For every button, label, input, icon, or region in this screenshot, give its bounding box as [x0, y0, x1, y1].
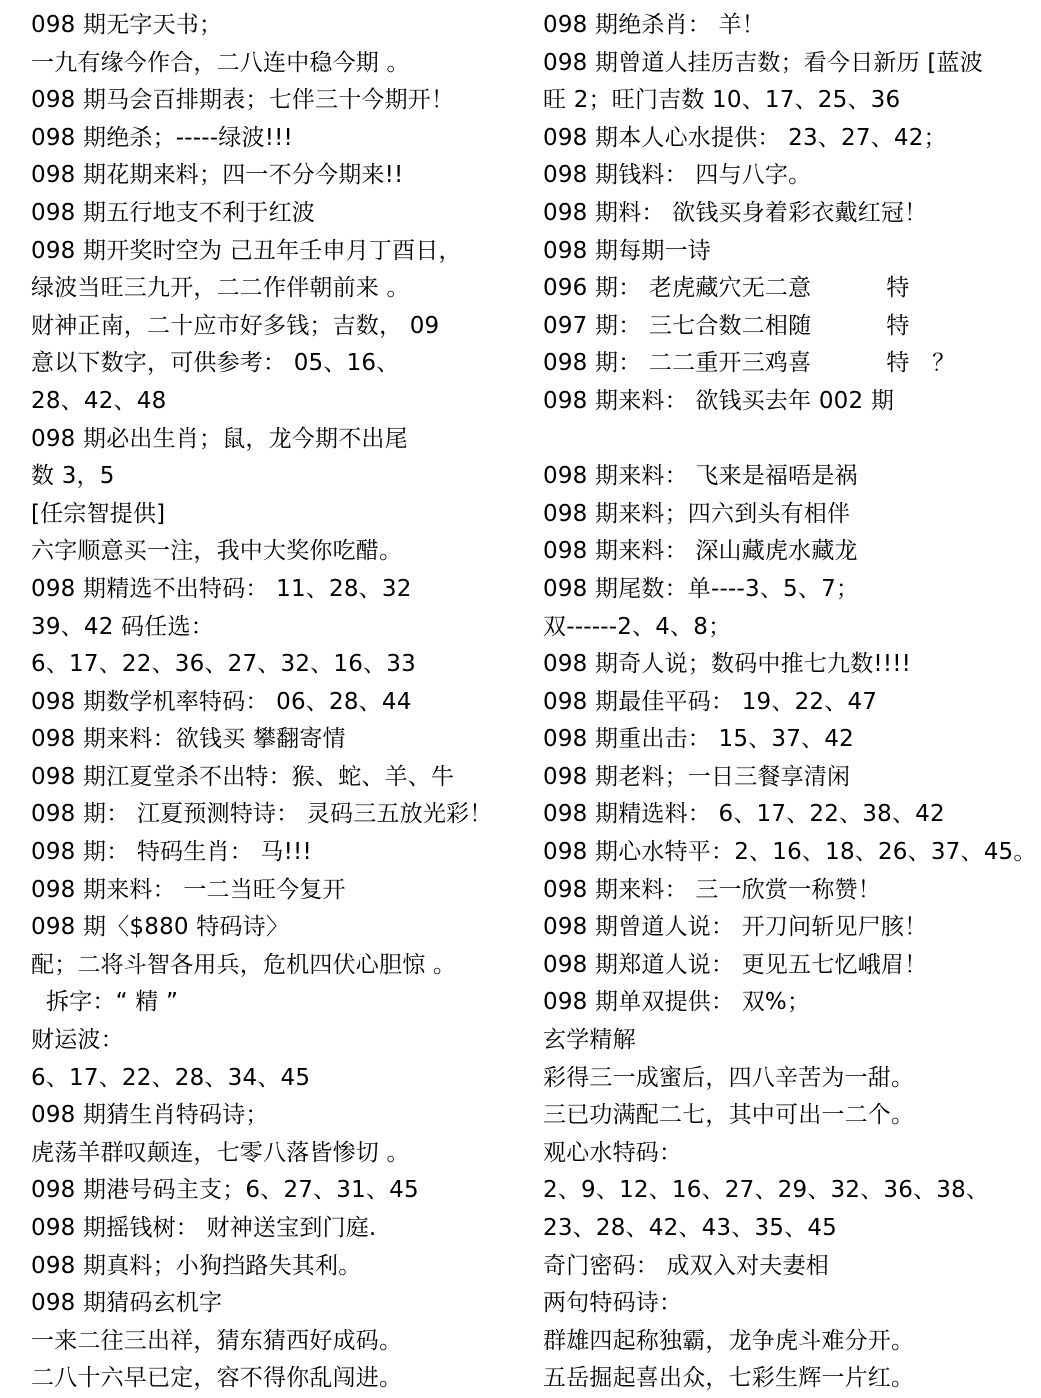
text-line: 098 期： 特码生肖： 马!!!	[31, 839, 312, 866]
text-line: 098 期来料： 一二当旺今复开	[31, 876, 346, 903]
text-line: 财运波：	[31, 1027, 124, 1054]
text-line: 28、42、48	[31, 387, 167, 414]
text-line: 2、9、12、16、27、29、32、36、38、	[543, 1177, 990, 1204]
text-line: 098 期来料；四六到头有相伴	[543, 500, 851, 527]
text-line: 三已功满配二七，其中可出一二个。	[543, 1102, 915, 1129]
text-line: 098 期： 江夏预测特诗： 灵码三五放光彩！	[31, 801, 493, 828]
text-line: 098 期港号码主支；6、27、31、45	[31, 1177, 419, 1204]
text-line: 098 期来料： 飞来是福唔是祸	[543, 463, 858, 490]
text-line: 098 期必出生肖；鼠，龙今期不出尾	[31, 425, 408, 452]
text-line: 彩得三一成蜜后，四八辛苦为一甜。	[543, 1064, 915, 1091]
text-line: 098 期料： 欲钱买身着彩衣戴红冠！	[543, 199, 928, 226]
text-line: 098 期〈$880 特码诗〉	[31, 914, 290, 941]
text-line: 098 期开奖时空为 己丑年壬申月丁酉日，	[31, 237, 462, 264]
text-line: 旺 2；旺门吉数 10、17、25、36	[543, 87, 901, 114]
text-line: 二八十六早已定，容不得你乱闯进。	[31, 1365, 403, 1392]
text-line: 一来二往三出祥，猜东猜西好成码。	[31, 1327, 403, 1354]
text-line: 两句特码诗：	[543, 1290, 683, 1317]
text-line: 意以下数字，可供参考： 05、16、	[31, 350, 400, 377]
text-line: 群雄四起称独霸，龙争虎斗难分开。	[543, 1327, 915, 1354]
text-line: 098 期钱料： 四与八字。	[543, 162, 812, 189]
text-line: 098 期本人心水提供： 23、27、42；	[543, 124, 947, 151]
text-line: 098 期摇钱树： 财神送宝到门庭.	[31, 1215, 377, 1241]
text-line: 098 期五行地支不利于红波	[31, 199, 316, 226]
text-line: 098 期曾道人说： 开刀问斩见尸胲！	[543, 914, 928, 941]
text-line: 098 期江夏堂杀不出特：猴、蛇、羊、牛	[31, 763, 455, 790]
text-line: 098 期重出击： 15、37、42	[543, 726, 854, 753]
text-line: 098 期奇人说；数码中推七九数!!!!	[543, 651, 912, 678]
text-line: 096 期： 老虎藏穴无二意 特	[543, 275, 910, 302]
text-line: 绿波当旺三九开，二二作伴朝前来 。	[31, 275, 410, 302]
text-line: 39、42 码任选：	[31, 613, 214, 640]
text-line: 098 期无字天书；	[31, 12, 223, 38]
text-line: 23、28、42、43、35、45	[543, 1215, 837, 1241]
text-line: 098 期心水特平：2、16、18、26、37、45。	[543, 839, 1037, 866]
text-line: 098 期每期一诗	[543, 237, 712, 264]
text-line: 观心水特码：	[543, 1139, 683, 1166]
right-column	[543, 7, 1037, 1398]
text-line: 098 期花期来料；四一不分今期来!!	[31, 162, 404, 189]
text-line: 098 期真料；小狗挡路失其利。	[31, 1252, 362, 1279]
text-line: 098 期曾道人挂历吉数；看今日新历 [蓝波	[543, 49, 983, 76]
text-line: 拆字：“ 精 ”	[31, 989, 179, 1016]
text-line: [任宗智提供]	[31, 500, 166, 527]
text-line: 098 期最佳平码： 19、22、47	[543, 688, 878, 715]
text-line: 098 期绝杀；-----绿波!!!	[31, 124, 293, 151]
text-line: 数 3，5	[31, 463, 115, 490]
text-line: 098 期猜码玄机字	[31, 1290, 223, 1317]
text-line: 财神正南，二十应市好多钱；吉数， 09	[31, 312, 440, 339]
text-line: 097 期： 三七合数二相随 特	[543, 312, 910, 339]
text-line: 098 期郑道人说： 更见五七忆峨眉！	[543, 951, 928, 978]
text-line: 098 期马会百排期表；七伴三十今期开！	[31, 87, 455, 114]
text-line: 098 期单双提供： 双%；	[543, 989, 811, 1016]
text-line	[543, 421, 1033, 459]
text-line: 五岳掘起喜出众，七彩生辉一片红。	[543, 1365, 915, 1392]
text-line: 098 期来料： 三一欣赏一称赞！	[543, 876, 881, 903]
text-line: 098 期来料：欲钱买 攀翻寄情	[31, 726, 346, 753]
text-line: 玄学精解	[543, 1027, 636, 1054]
text-line: 六字顺意买一注，我中大奖你吃醋。	[31, 538, 403, 565]
left-column	[31, 7, 526, 1398]
text-line: 098 期数学机率特码： 06、28、44	[31, 688, 412, 715]
text-line: 6、17、22、28、34、45	[31, 1064, 311, 1091]
text-line: 098 期来料： 深山藏虎水藏龙	[543, 538, 858, 565]
text-line: 配；二将斗智各用兵，危机四伏心胆惊 。	[31, 951, 457, 978]
text-line: 098 期老料；一日三餐享清闲	[543, 763, 851, 790]
text-line: 6、17、22、36、27、32、16、33	[31, 651, 416, 678]
text-line: 虎荡羊群叹颠连，七零八落皆惨切 。	[31, 1139, 410, 1166]
text-line: 098 期： 二二重开三鸡喜 特 ？	[543, 350, 956, 377]
text-line: 098 期猜生肖特码诗；	[31, 1102, 269, 1129]
text-line: 098 期尾数：单----3、5、7；	[543, 575, 860, 602]
text-line: 双------2、4、8；	[543, 613, 732, 640]
text-line: 一九有缘今作合，二八连中稳今期 。	[31, 49, 410, 76]
text-line: 098 期绝杀肖： 羊！	[543, 12, 765, 38]
text-line: 098 期精选不出特码： 11、28、32	[31, 575, 412, 602]
text-line: 098 期精选料： 6、17、22、38、42	[543, 801, 945, 828]
text-line: 098 期来料： 欲钱买去年 002 期	[543, 387, 895, 414]
text-line: 奇门密码： 成双入对夫妻相	[543, 1252, 829, 1279]
